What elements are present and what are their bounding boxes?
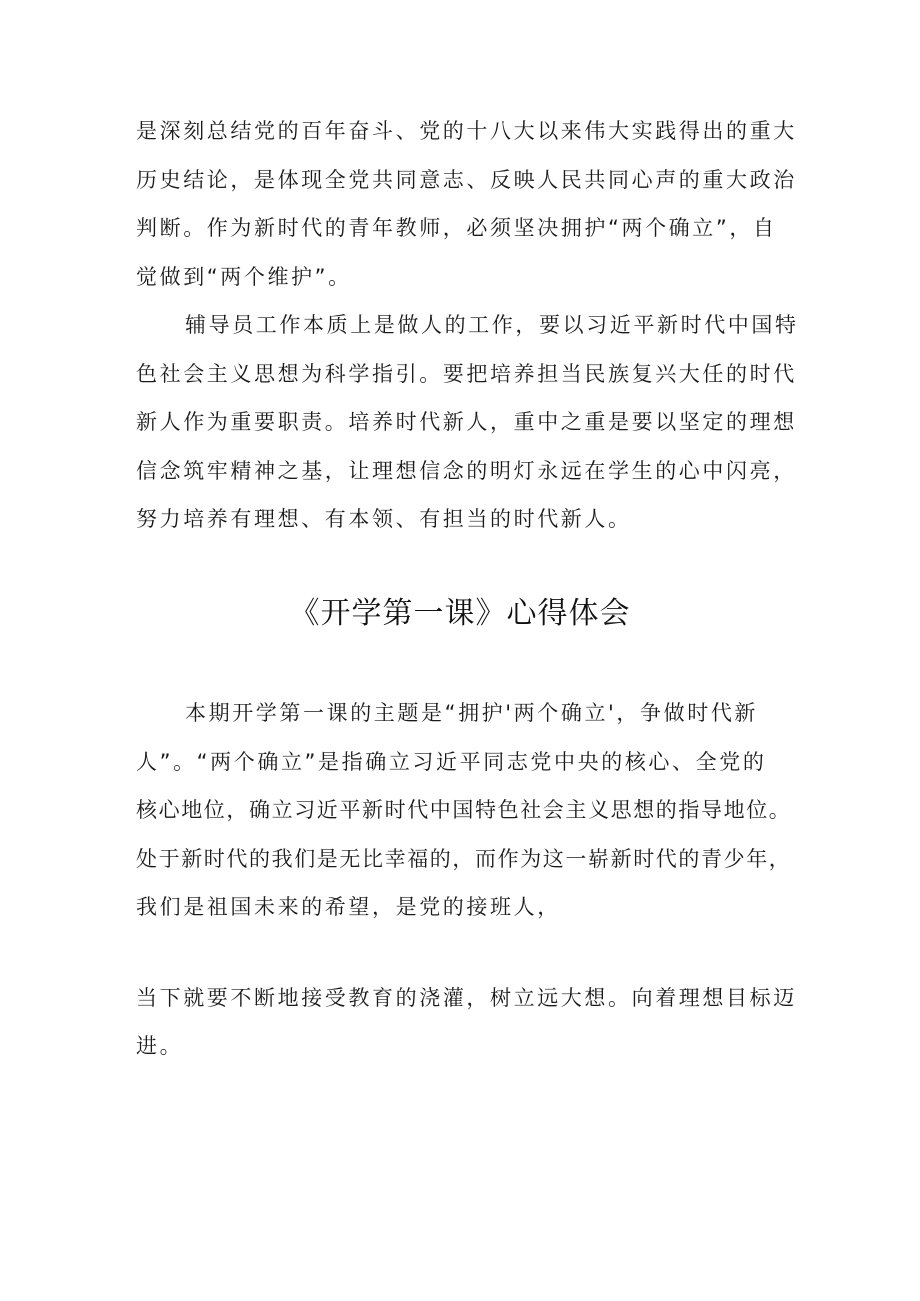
paragraph-line: 判断。作为新时代的青年教师，必须坚决拥护“两个确立”，自 [136, 216, 777, 240]
paragraph-line: 处于新时代的我们是无比幸福的，而作为这一崭新时代的青少年， [136, 847, 792, 871]
paragraph-line: 觉做到“两个维护”。 [136, 265, 352, 289]
paragraph-line: 是深刻总结党的百年奋斗、党的十八大以来伟大实践得出的重大 [136, 119, 797, 143]
paragraph-line: 历史结论，是体现全党共同意志、反映人民共同心声的重大政治 [136, 168, 797, 192]
paragraph-line: 核心地位，确立习近平新时代中国特色社会主义思想的指导地位。 [136, 798, 792, 822]
paragraph-line: 色社会主义思想为科学指引。要把培养担当民族复兴大任的时代 [136, 362, 797, 386]
paragraph-line: 努力培养有理想、有本领、有担当的时代新人。 [136, 507, 632, 531]
paragraph-line: 当下就要不断地接受教育的浇灌，树立远大想。向着理想目标迈 [136, 986, 797, 1010]
paragraph-line: 人”。“两个确立”是指确立习近平同志党中央的核心、全党的 [136, 750, 767, 774]
paragraph-line: 本期开学第一课的主题是“拥护'两个确立'，争做时代新 [185, 701, 759, 725]
paragraph-line: 新人作为重要职责。培养时代新人，重中之重是要以坚定的理想 [136, 410, 797, 434]
page-title: 《开学第一课》心得体会 [289, 596, 631, 631]
paragraph-line: 我们是祖国未来的希望，是党的接班人， [136, 895, 561, 919]
paragraph-line: 进。 [136, 1034, 184, 1058]
paragraph-line: 辅导员工作本质上是做人的工作，要以习近平新时代中国特 [185, 313, 799, 337]
paragraph-line: 信念筑牢精神之基，让理想信念的明灯永远在学生的心中闪亮， [136, 459, 797, 483]
